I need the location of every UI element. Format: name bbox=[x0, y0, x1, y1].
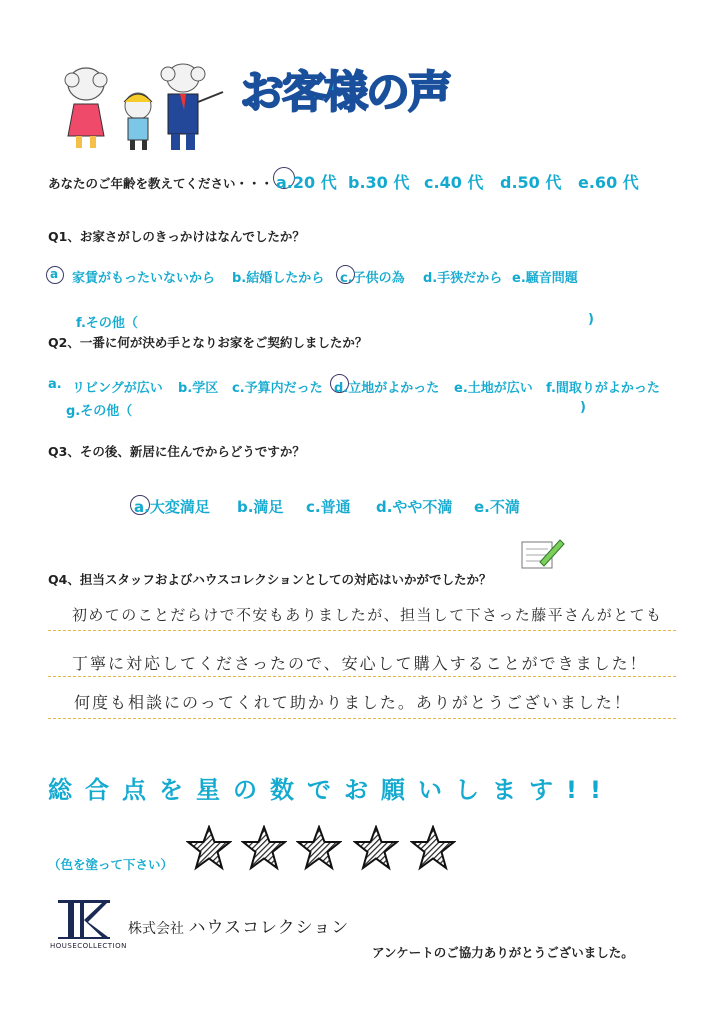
thanks-message: アンケートのご協力ありがとうございました。 bbox=[372, 945, 634, 960]
q2-other-close: ) bbox=[580, 400, 586, 415]
age-option-a[interactable]: a.20 代 bbox=[276, 173, 337, 192]
answer-line bbox=[48, 676, 676, 677]
rating-heading: 総合点を星の数でお願いします!! bbox=[48, 776, 614, 804]
q1-other-close: ) bbox=[588, 312, 594, 327]
q1-option-a[interactable]: 家賃がもったいないから bbox=[72, 271, 216, 286]
logo-text: HOUSECOLLECTION bbox=[50, 942, 127, 950]
rating-note: （色を塗って下さい） bbox=[48, 857, 174, 872]
q1-option-other[interactable]: f.その他（ bbox=[76, 316, 138, 331]
mascot-illustration bbox=[58, 62, 228, 154]
q1-option-d[interactable]: d.手狭だから bbox=[423, 271, 503, 286]
q3-option-b[interactable]: b.満足 bbox=[237, 498, 284, 516]
q3-option-a[interactable]: a.大変満足 bbox=[134, 498, 210, 516]
star-icon[interactable] bbox=[410, 825, 456, 871]
q2-option-f[interactable]: f.間取りがよかった bbox=[546, 381, 660, 396]
q1-option-c[interactable]: c.子供の為 bbox=[340, 271, 405, 286]
company-prefix: 株式会社 bbox=[128, 921, 184, 937]
answer-line bbox=[48, 718, 676, 719]
q2-option-c[interactable]: c.予算内だった bbox=[232, 381, 323, 396]
age-option-c[interactable]: c.40 代 bbox=[424, 173, 484, 192]
company-main: ハウスコレクション bbox=[188, 918, 350, 938]
age-question-label: あなたのご年齢を教えてください・・・ bbox=[48, 176, 274, 191]
q3-option-c[interactable]: c.普通 bbox=[306, 498, 351, 516]
star-icon[interactable] bbox=[241, 825, 287, 871]
q3-option-d[interactable]: d.やや不満 bbox=[376, 498, 453, 516]
q1-label: Q1、お家さがしのきっかけはなんでしたか？ bbox=[48, 229, 305, 244]
age-option-d[interactable]: d.50 代 bbox=[500, 173, 562, 192]
star-icon[interactable] bbox=[186, 825, 232, 871]
age-option-e[interactable]: e.60 代 bbox=[578, 173, 639, 192]
memo-pencil-icon bbox=[520, 536, 566, 570]
q1-option-b[interactable]: b.結婚したから bbox=[232, 271, 325, 286]
page-title: お客様の声 bbox=[240, 67, 450, 118]
star-icon[interactable] bbox=[353, 825, 399, 871]
q2-option-a-letter[interactable]: a. bbox=[48, 377, 62, 392]
star-icon[interactable] bbox=[296, 825, 342, 871]
q2-option-d[interactable]: d.立地がよかった bbox=[334, 381, 440, 396]
q4-label: Q4、担当スタッフおよびハウスコレクションとしての対応はいかがでしたか？ bbox=[48, 572, 492, 587]
q2-option-e[interactable]: e.土地が広い bbox=[454, 381, 533, 396]
q3-label: Q3、その後、新居に住んでからどうですか？ bbox=[48, 444, 305, 459]
age-option-b[interactable]: b.30 代 bbox=[348, 173, 410, 192]
q3-option-e[interactable]: e.不満 bbox=[474, 498, 520, 516]
company-name bbox=[128, 913, 349, 938]
q2-label: Q2、一番に何が決め手となりお家をご契約しましたか？ bbox=[48, 335, 368, 350]
q1-option-a-letter[interactable]: a bbox=[50, 267, 59, 281]
answer-line-3: 何度も相談にのってくれて助かりました。ありがとうございました！ bbox=[74, 693, 632, 712]
q1-option-e[interactable]: e.騒音問題 bbox=[512, 271, 578, 286]
answer-line-2: 丁寧に対応してくださったので、安心して購入することができました！ bbox=[72, 654, 648, 673]
answer-line-1: 初めてのことだらけで不安もありましたが、担当して下さった藤平さんがとても bbox=[72, 606, 663, 624]
answer-line bbox=[48, 630, 676, 631]
title-banner bbox=[240, 52, 475, 118]
q2-option-a[interactable]: リビングが広い bbox=[72, 381, 163, 396]
company-logo bbox=[58, 900, 110, 940]
q2-option-b[interactable]: b.学区 bbox=[178, 381, 219, 396]
q2-option-other[interactable]: g.その他（ bbox=[66, 404, 133, 419]
